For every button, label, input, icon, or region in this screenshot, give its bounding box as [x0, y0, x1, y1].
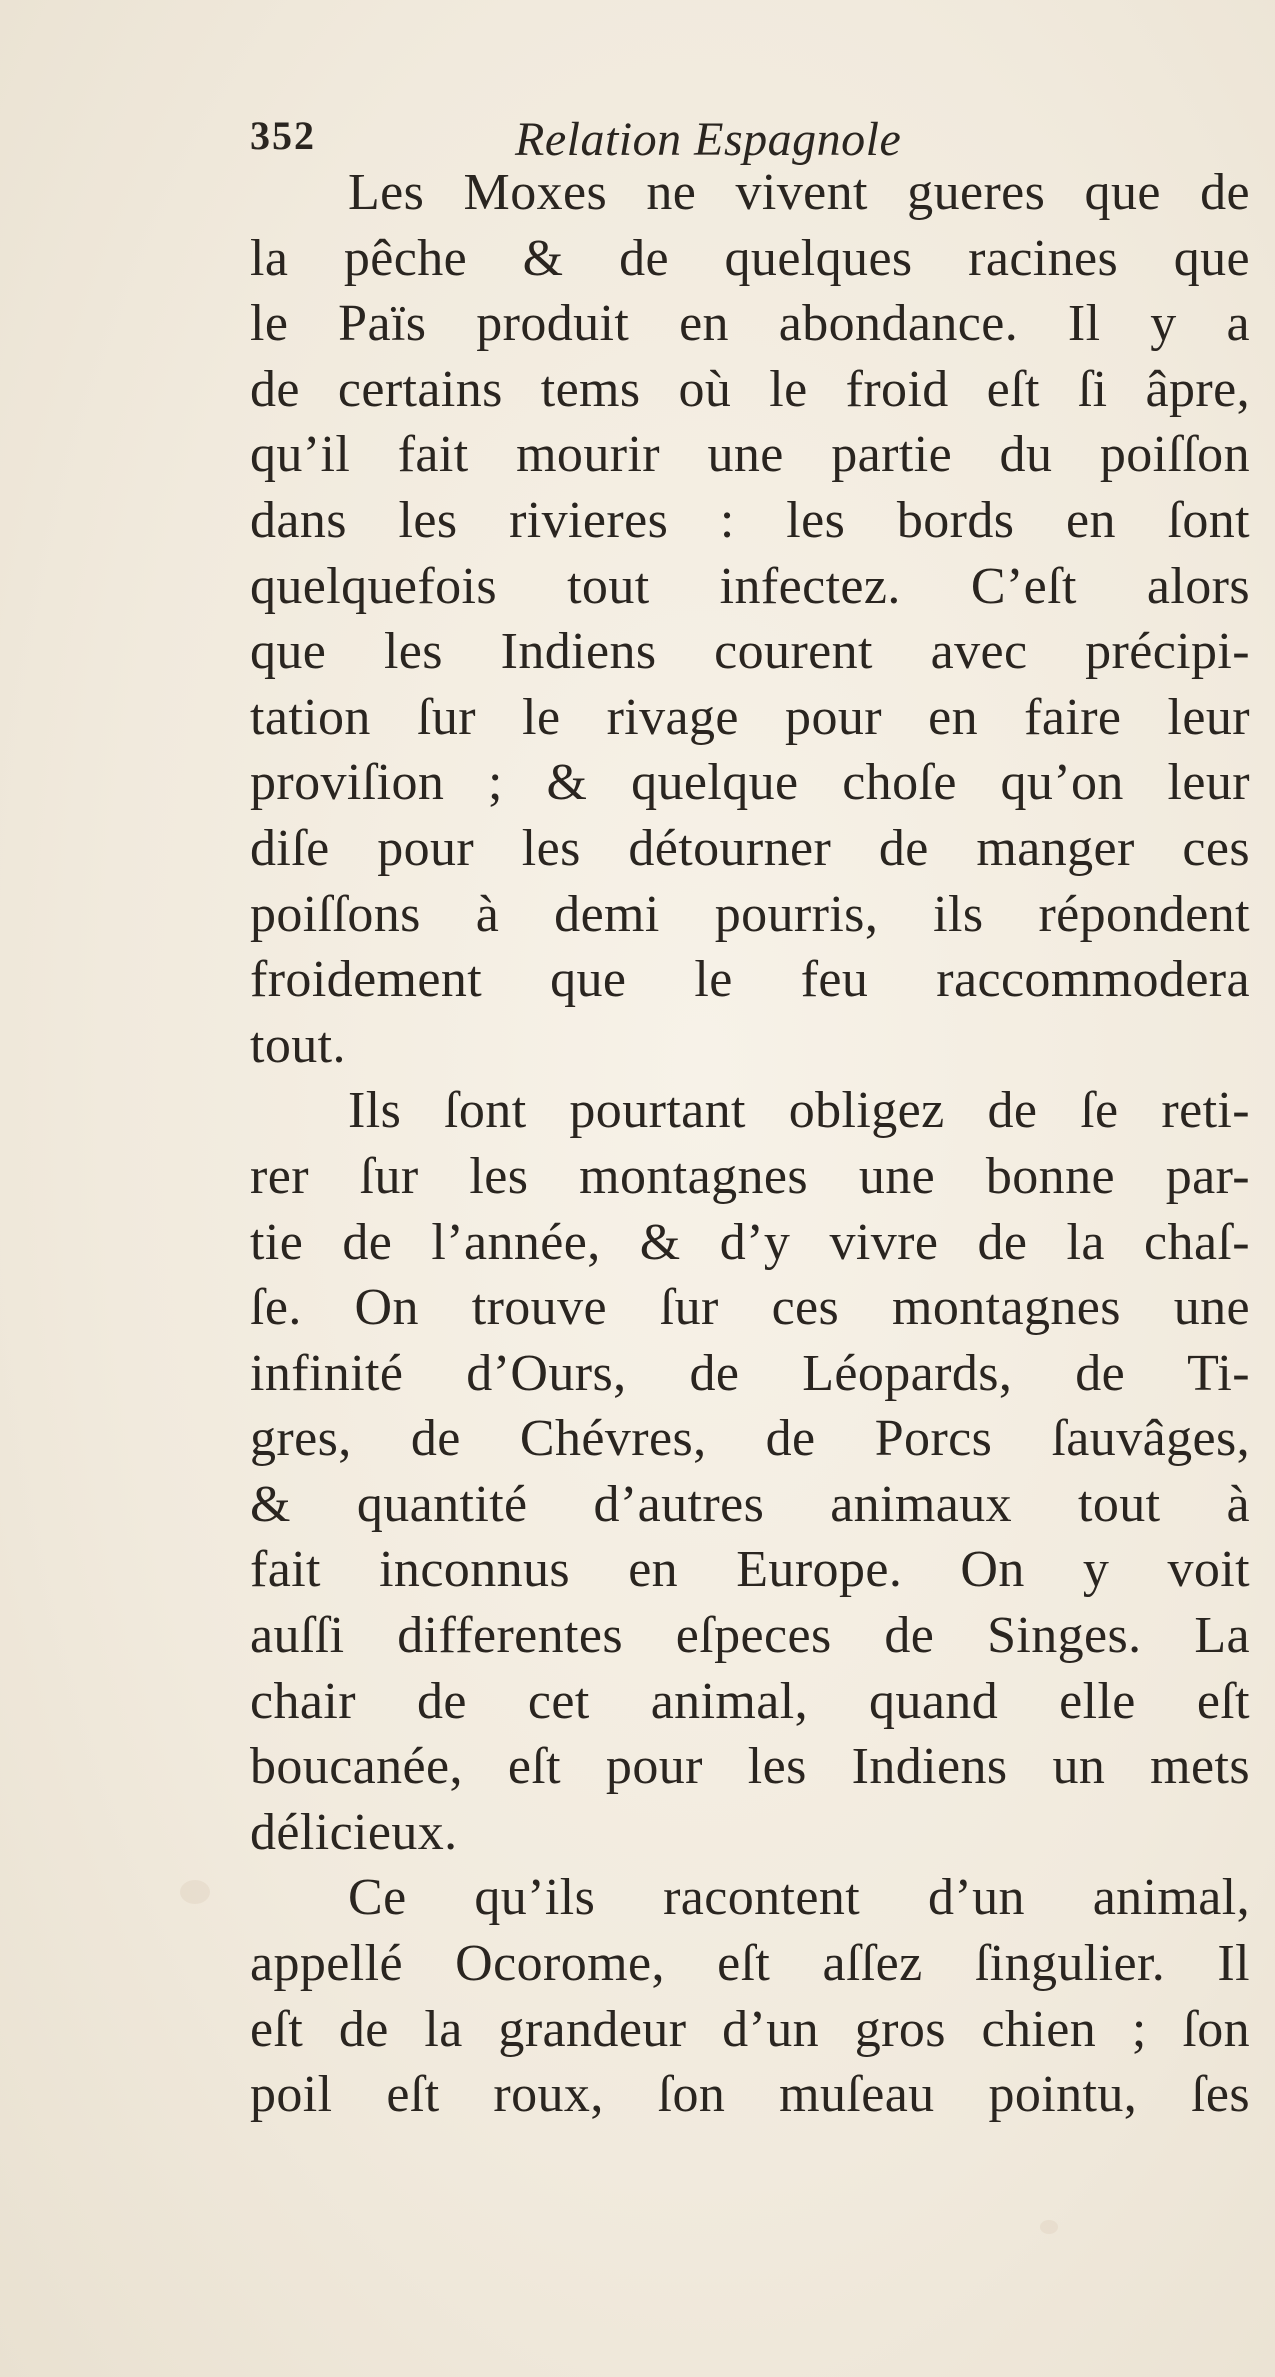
text-line: le Païs produit en abondance. Il y a — [250, 295, 1250, 353]
text-line: diſe pour les détourner de manger ces — [250, 819, 1250, 877]
page-number: 352 — [250, 113, 316, 158]
text-line: auſſi differentes eſpeces de Singes. La — [250, 1607, 1250, 1665]
text-line: que les Indiens courent avec précipi- — [250, 623, 1250, 681]
text-line: délicieux. — [250, 1803, 458, 1861]
body-text — [250, 160, 1250, 2128]
text-line: eſt de la grandeur d’un gros chien ; ſon — [250, 2000, 1250, 2058]
text-line: Les Moxes ne vivent gueres que de — [348, 164, 1250, 221]
text-line: gres, de Chévres, de Porcs ſauvâges, — [250, 1410, 1250, 1468]
text-line: Ce qu’ils racontent d’un animal, — [348, 1869, 1250, 1927]
running-title: Relation Espagnole — [515, 113, 902, 166]
paper-stain — [180, 1880, 210, 1904]
text-line: quelquefois tout infectez. C’eſt alors — [250, 557, 1250, 615]
text-line: la pêche & de quelques racines que — [250, 229, 1250, 287]
text-line: tie de l’année, & d’y vivre de la chaſ- — [250, 1213, 1250, 1271]
text-line: tout. — [250, 1016, 346, 1074]
text-line: dans les rivieres : les bords en ſont — [250, 491, 1250, 549]
paper-stain — [1040, 2220, 1058, 2234]
text-line: poil eſt roux, ſon muſeau pointu, ſes — [250, 2066, 1250, 2124]
text-line: & quantité d’autres animaux tout à — [250, 1475, 1250, 1533]
text-line: poiſſons à demi pourris, ils répondent — [250, 885, 1250, 943]
text-line: tation ſur le rivage pour en faire leur — [250, 688, 1250, 746]
text-line: infinité d’Ours, de Léopards, de Ti- — [250, 1344, 1250, 1402]
text-line: qu’il fait mourir une partie du poiſſon — [250, 426, 1250, 484]
text-line: proviſion ; & quelque choſe qu’on leur — [250, 754, 1250, 812]
text-line: boucanée, eſt pour les Indiens un mets — [250, 1738, 1250, 1796]
text-line: fait inconnus en Europe. On y voit — [250, 1541, 1250, 1599]
text-line: Ils ſont pourtant obligez de ſe reti- — [348, 1082, 1250, 1140]
text-line: de certains tems où le froid eſt ſi âpre, — [250, 360, 1250, 418]
text-line: froidement que le feu raccommodera — [250, 951, 1250, 1009]
text-line: chair de cet animal, quand elle eſt — [250, 1672, 1250, 1730]
text-line: ſe. On trouve ſur ces montagnes une — [250, 1279, 1250, 1337]
text-line: rer ſur les montagnes une bonne par- — [250, 1147, 1250, 1205]
text-line: appellé Ocorome, eſt aſſez ſingulier. Il — [250, 1935, 1250, 1993]
